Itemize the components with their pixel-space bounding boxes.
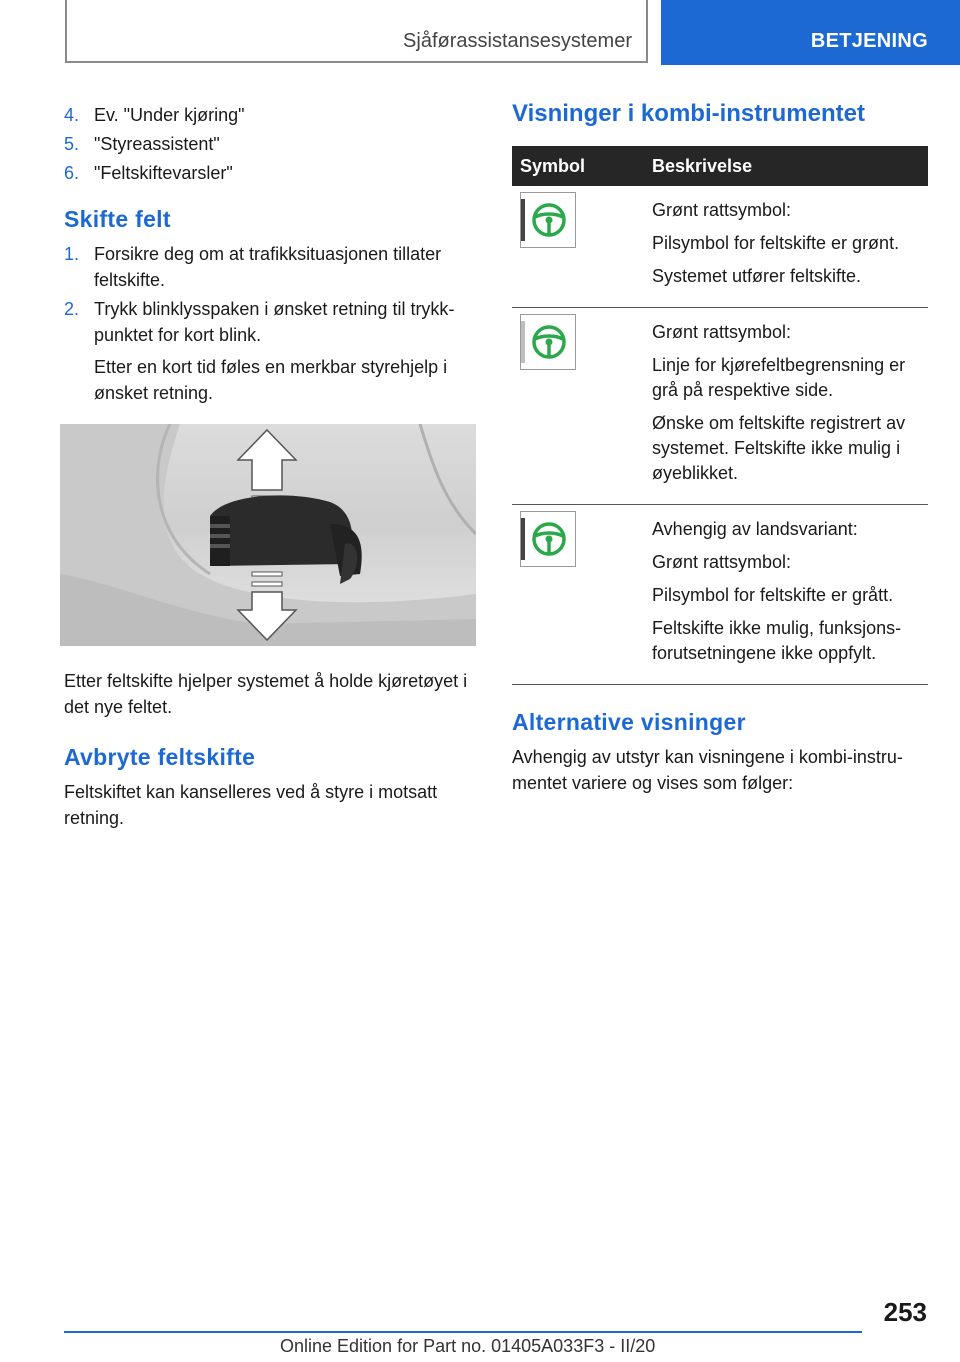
symbol-cell: [512, 186, 644, 308]
table-row: [512, 505, 928, 685]
after-figure-text: Etter feltskifte hjelper systemet å holde kjøretøyet i det nye feltet.: [64, 671, 468, 717]
section-title: Sjåførassistansesystemer: [403, 30, 632, 52]
turn-signal-lever-illustration: [60, 424, 476, 646]
green-steering-wheel-icon: [520, 314, 576, 370]
green-steering-wheel-icon: [520, 192, 576, 248]
heading-avbryte-feltskifte: Avbryte feltskifte: [64, 744, 256, 770]
right-column: [512, 100, 928, 796]
left-column: [64, 102, 476, 831]
list-item: 2. Trykk blinklysspaken i ønsket retning til trykkpunktet for kort blink.: [64, 299, 455, 345]
description-cell: Grønt rattsymbol: Pilsymbol for feltskifte er grønt. Systemet utfører feltskifte.: [644, 186, 928, 308]
chapter-title: BETJENING: [810, 30, 928, 52]
column-header-symbol: Symbol: [512, 146, 644, 186]
list-item: 4. Ev. "Under kjøring": [64, 105, 245, 125]
header-chapter-tab: [661, 0, 960, 65]
list-item: 1. Forsikre deg om at trafikksituasjonen tillater feltskifte.: [64, 244, 442, 290]
symbol-table: [512, 146, 928, 685]
list-item: 5. "Styreassistent": [64, 134, 220, 154]
list-item: 6. "Feltskiftevarsler": [64, 163, 233, 183]
table-row: [512, 186, 928, 308]
footer-edition: Online Edition for Part no. 01405A033F3 - II/20: [280, 1336, 656, 1356]
column-header-description: Beskrivelse: [644, 146, 928, 186]
symbol-cell: [512, 505, 644, 685]
page-number: 253: [883, 1297, 927, 1327]
menu-path-list: [64, 102, 476, 186]
heading-skifte-felt: Skifte felt: [64, 206, 171, 232]
table-row: [512, 308, 928, 505]
lever-drawing: [60, 424, 476, 646]
description-cell: Grønt rattsymbol: Linje for kjørefeltbegrensning er grå på respektive side. Ønske om feltskifte registrert av systemet. Feltskifte ikke mulig i øyeblikket.: [644, 308, 928, 505]
header-section-tab: [65, 0, 648, 63]
avbryte-text: Feltskiftet kan kanselleres ved å styre i motsatt retning.: [64, 782, 438, 828]
heading-visninger: Visninger i kombi-instrumentet: [512, 100, 865, 127]
table-header-row: [512, 146, 928, 186]
symbol-cell: [512, 308, 644, 505]
heading-alternative-visninger: Alternative visninger: [512, 709, 746, 735]
description-cell: Avhengig av landsvariant: Grønt rattsymbol: Pilsymbol for feltskifte er grått. Feltskifte ikke mulig, funksjonsforutsetningene ikke oppfylt.: [644, 505, 928, 685]
steps-list: [64, 241, 476, 348]
green-steering-wheel-icon: [520, 511, 576, 567]
step-note: Etter en kort tid føles en merkbar styrehjelp i ønsket retning.: [94, 357, 448, 403]
footer-rule: [64, 1331, 862, 1333]
alternative-text: Avhengig av utstyr kan visningene i kombi-instrumentet variere og vises som følger:: [512, 747, 903, 793]
